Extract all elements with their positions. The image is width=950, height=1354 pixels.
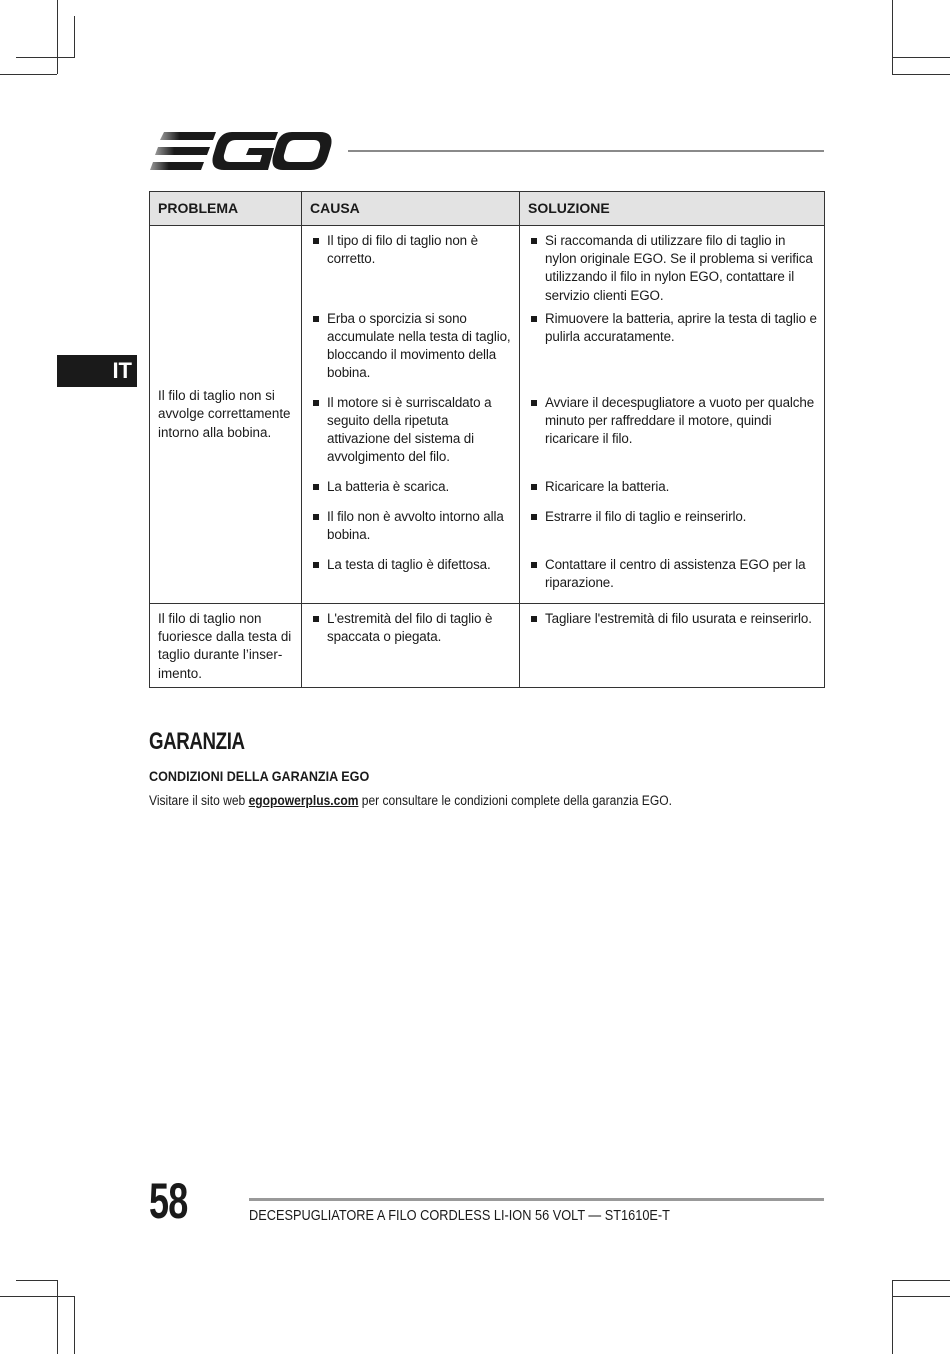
ego-logo — [150, 130, 332, 172]
crop-mark — [74, 16, 75, 58]
solution-text: Tagliare l'estremità di filo usurata e reinserirlo. — [527, 610, 817, 628]
footer-rule — [249, 1198, 824, 1201]
cause-text: La batteria è scarica. — [309, 478, 512, 496]
solution-cell — [520, 604, 825, 688]
crop-mark — [892, 1296, 950, 1297]
cause-cell — [302, 310, 520, 394]
crop-mark — [892, 0, 893, 74]
cause-text: La testa di taglio è difettosa. — [309, 556, 512, 574]
cause-cell — [302, 508, 520, 556]
warranty-text — [149, 793, 672, 808]
solution-text: Avviare il decespugliatore a vuoto per qualche minuto per raffreddare il motore, quindi ricaricare il filo. — [527, 394, 817, 449]
subsection-title: CONDIZIONI DELLA GARANZIA EGO — [149, 768, 370, 784]
crop-mark — [16, 57, 74, 58]
solution-text: Rimuovere la batteria, aprire la testa di taglio e pulirla accuratamente. — [527, 310, 817, 346]
solution-text: Ricaricare la batteria. — [527, 478, 817, 496]
solution-text: Contattare il centro di assistenza EGO per la riparazione. — [527, 556, 817, 592]
cause-cell — [302, 478, 520, 508]
solution-text: Estrarre il filo di taglio e reinserirlo. — [527, 508, 817, 526]
table-header-row — [150, 192, 825, 226]
cause-text: L'estremità del filo di taglio è spaccata o piegata. — [309, 610, 512, 646]
problem-cell: Il filo di taglio non si avvolge correttamente intorno alla bobina. — [150, 226, 302, 604]
crop-mark — [74, 1296, 75, 1354]
cause-text: Il tipo di filo di taglio non è corretto. — [309, 232, 512, 268]
solution-cell — [520, 508, 825, 556]
solution-text: Si raccomanda di utilizzare filo di taglio in nylon originale EGO. Se il problema si verifica utilizzando il filo in nylon EGO, contattare il servizio clienti EGO. — [527, 232, 817, 305]
crop-mark — [892, 74, 950, 75]
warranty-text-after: per consultare le condizioni complete della garanzia EGO. — [358, 793, 672, 808]
cause-text: Erba o sporcizia si sono accumulate nella testa di taglio, bloccando il movimento della bobina. — [309, 310, 512, 383]
cause-text: Il motore si è surriscaldato a seguito della ripetuta attivazione del sistema di avvolgimento del filo. — [309, 394, 512, 467]
cause-cell — [302, 394, 520, 478]
page-number: 58 — [149, 1173, 188, 1229]
crop-mark — [0, 74, 57, 75]
crop-mark — [0, 1296, 74, 1297]
language-tab: IT — [57, 355, 137, 387]
header-rule — [348, 150, 824, 152]
table-row — [150, 226, 825, 310]
header-problem: PROBLEMA — [150, 192, 302, 226]
crop-mark — [57, 0, 58, 74]
warranty-link[interactable]: egopowerplus.com — [248, 793, 359, 808]
cause-text: Il filo non è avvolto intorno alla bobina. — [309, 508, 512, 544]
header-solution: SOLUZIONE — [520, 192, 825, 226]
crop-mark — [57, 1280, 58, 1354]
solution-cell — [520, 310, 825, 394]
cause-cell — [302, 226, 520, 310]
solution-cell — [520, 556, 825, 604]
problem-cell: Il filo di taglio non fuoriesce dalla testa di taglio durante l’inser-imento. — [150, 604, 302, 688]
cause-cell — [302, 604, 520, 688]
solution-cell — [520, 394, 825, 478]
solution-cell — [520, 226, 825, 310]
section-title: GARANZIA — [149, 728, 245, 755]
header-cause: CAUSA — [302, 192, 520, 226]
crop-mark — [16, 1280, 57, 1281]
crop-mark — [892, 57, 950, 58]
troubleshooting-table — [149, 191, 825, 688]
table-row — [150, 604, 825, 688]
cause-cell — [302, 556, 520, 604]
warranty-text-before: Visitare il sito web — [149, 793, 249, 808]
footer-title: DECESPUGLIATORE A FILO CORDLESS LI-ION 56 VOLT — ST1610E-T — [249, 1208, 670, 1224]
solution-cell — [520, 478, 825, 508]
crop-mark — [892, 1280, 950, 1281]
crop-mark — [892, 1280, 893, 1354]
